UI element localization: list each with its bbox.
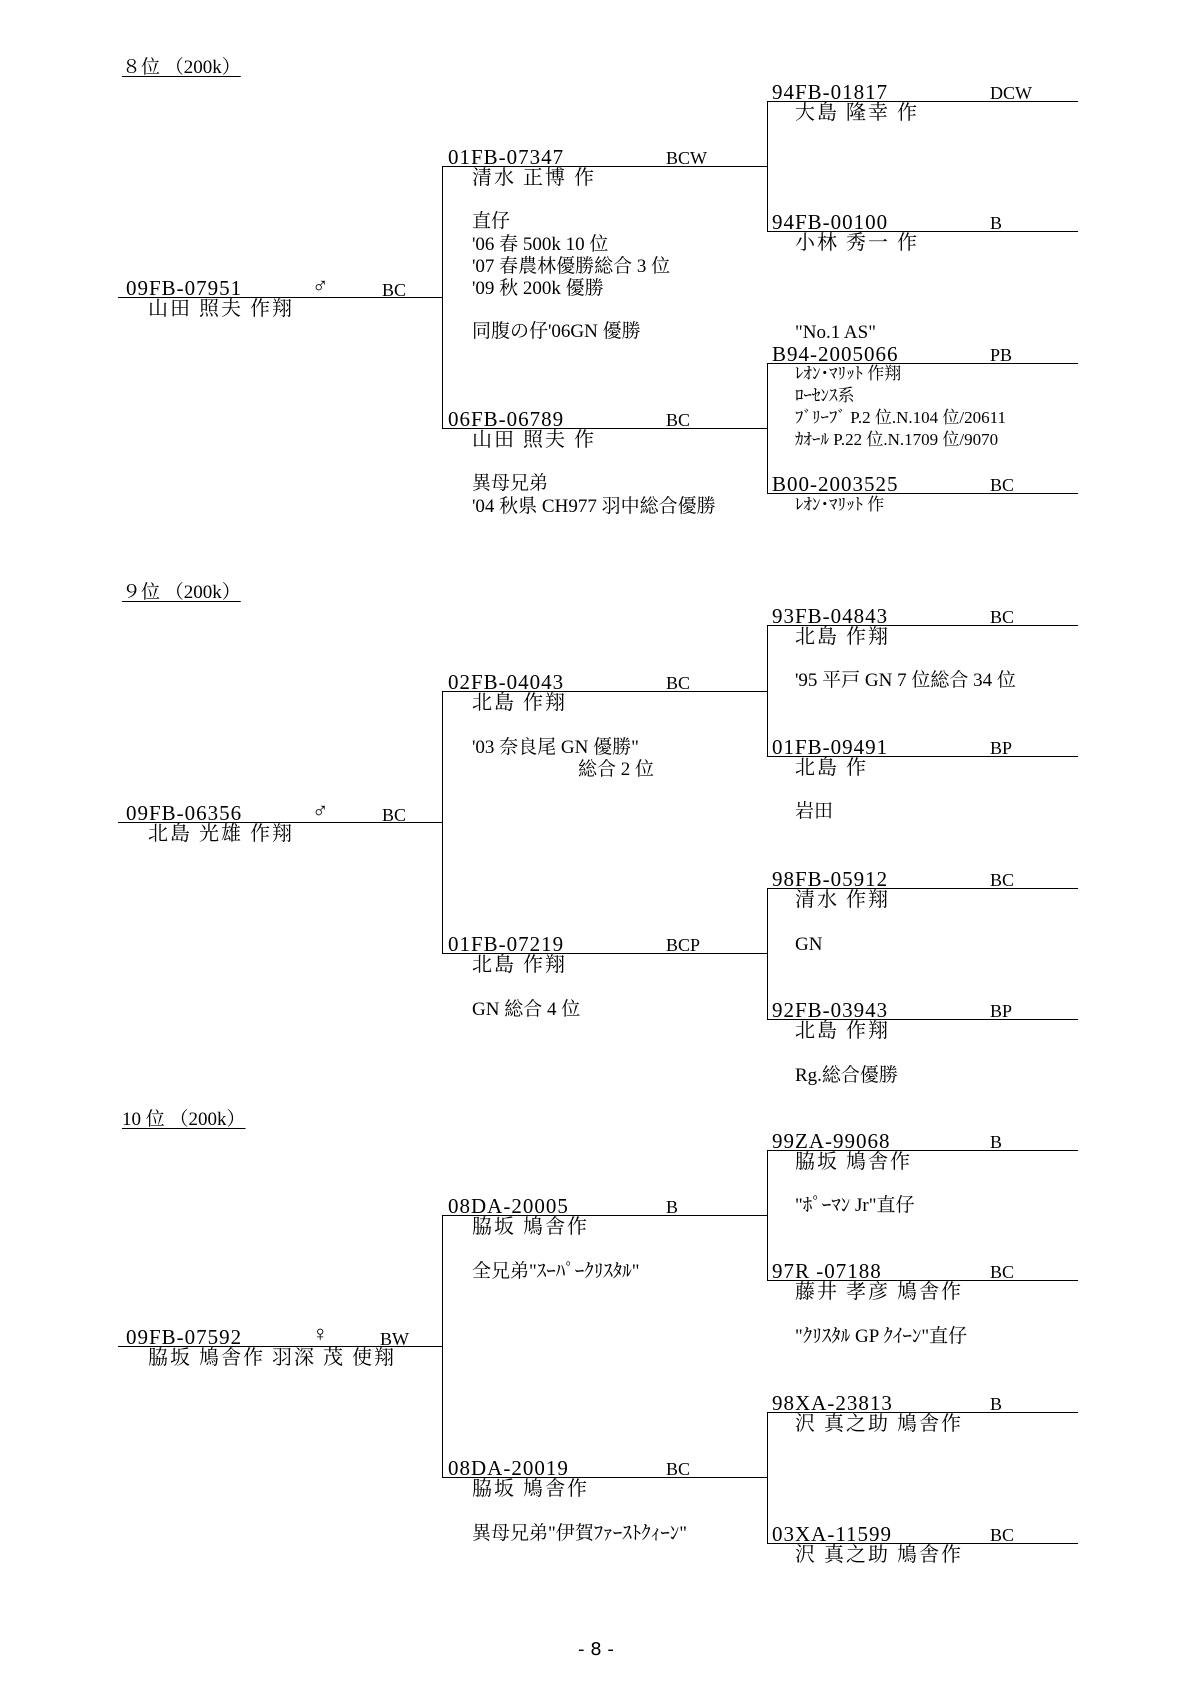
granddam-color: BC (990, 475, 1015, 495)
grandsire-ring-number: B94-2005066 (772, 342, 899, 366)
grandsire-breeder: 清水 作翔 (795, 889, 890, 911)
dam-breeder: 脇坂 鳩舎作 (472, 1478, 589, 1500)
granddam-breeder: 藤井 孝彦 鳩舎作 (795, 1281, 963, 1303)
bird-color: BW (380, 1329, 409, 1349)
grandsire-ring-number: 93FB-04843 (772, 604, 889, 628)
granddam-ring-number: 03XA-11599 (772, 1522, 893, 1546)
grandsire-ring-number: 98XA-23813 (772, 1391, 893, 1415)
granddam-ring-number: 01FB-09491 (772, 735, 889, 759)
sire-note: 直仔 (472, 211, 511, 232)
dam-color: BCP (666, 935, 701, 955)
granddam-ring-number: B00-2003525 (772, 472, 899, 496)
sire-color: BCW (666, 148, 708, 168)
female-symbol-icon: ♀ (312, 1321, 329, 1346)
sire-breeder: 北島 作翔 (472, 692, 567, 714)
grandsire-breeder: ﾚｵﾝ･ﾏﾘｯﾄ 作翔 (795, 364, 902, 383)
granddam-breeder: ﾚｵﾝ･ﾏﾘｯﾄ 作 (795, 495, 885, 514)
grandsire-note: ｶｵｰﾙ P.22 位.N.1709 位/9070 (795, 430, 999, 449)
bracket-line (767, 625, 768, 756)
sire-note: 同腹の仔'06GN 優勝 (472, 321, 641, 342)
granddam-note: 岩田 (795, 801, 834, 822)
dam-ring-number: 01FB-07219 (448, 932, 565, 956)
dam-note: GN 総合 4 位 (472, 999, 581, 1020)
grandsire-breeder: 脇坂 鳩舎作 (795, 1151, 912, 1173)
sire-ring-number: 08DA-20005 (448, 1194, 569, 1218)
granddam-breeder: 沢 真之助 鳩舎作 (795, 1544, 963, 1566)
grandsire-note: "ﾎﾟｰﾏﾝ Jr"直仔 (795, 1195, 915, 1216)
sire-ring-number: 01FB-07347 (448, 145, 565, 169)
sire-breeder: 脇坂 鳩舎作 (472, 1216, 589, 1238)
grandsire-color: DCW (990, 83, 1032, 103)
granddam-color: BP (990, 738, 1013, 758)
male-symbol-icon: ♂ (312, 798, 329, 823)
sire-note: 総合 2 位 (578, 759, 655, 780)
granddam-color: B (990, 213, 1003, 233)
grandsire-ring-number: 94FB-01817 (772, 80, 889, 104)
granddam-breeder: 小林 秀一 作 (795, 232, 919, 254)
bird-color: BC (382, 280, 407, 300)
sire-ring-number: 02FB-04043 (448, 670, 565, 694)
bird-breeder: 脇坂 鳩舎作 羽深 茂 使翔 (148, 1347, 396, 1369)
page-number: - 8 - (578, 1639, 614, 1660)
sire-color: B (666, 1197, 679, 1217)
grandsire-note: ﾛｰｾﾝｽ系 (795, 386, 855, 405)
granddam-ring-number: 94FB-00100 (772, 210, 889, 234)
bird-color: BC (382, 805, 407, 825)
sire-note: 全兄弟"ｽｰﾊﾟｰｸﾘｽﾀﾙ" (472, 1261, 640, 1282)
sire-note: '07 春農林優勝総合 3 位 (472, 256, 671, 277)
section-heading: 10 位 （200k） (122, 1109, 246, 1130)
grandsire-breeder: 北島 作翔 (795, 626, 890, 648)
bracket-line (442, 691, 443, 953)
granddam-breeder: 北島 作翔 (795, 1020, 890, 1042)
granddam-note: Rg.総合優勝 (795, 1065, 898, 1086)
bracket-line (767, 1412, 768, 1543)
dam-ring-number: 08DA-20019 (448, 1456, 569, 1480)
grandsire-note: GN (795, 934, 823, 955)
dam-color: BC (666, 1459, 691, 1479)
dam-note: 異母兄弟 (472, 473, 549, 494)
bracket-line (442, 1215, 443, 1477)
grandsire-color: B (990, 1132, 1003, 1152)
bracket-line (767, 101, 768, 231)
grandsire-note: '95 平戸 GN 7 位総合 34 位 (795, 670, 1016, 691)
dam-breeder: 山田 照夫 作 (472, 429, 596, 451)
grandsire-ring-number: 98FB-05912 (772, 867, 889, 891)
sire-color: BC (666, 673, 691, 693)
granddam-ring-number: 92FB-03943 (772, 998, 889, 1022)
sire-note: '09 秋 200k 優勝 (472, 278, 604, 299)
granddam-breeder: 北島 作 (795, 757, 868, 779)
sire-breeder: 清水 正博 作 (472, 167, 596, 189)
dam-ring-number: 06FB-06789 (448, 407, 565, 431)
bracket-line (767, 888, 768, 1019)
granddam-color: BC (990, 1525, 1015, 1545)
bird-breeder: 北島 光雄 作翔 (148, 823, 294, 845)
grandsire-note: "No.1 AS" (795, 322, 876, 343)
bracket-line (442, 166, 443, 428)
male-symbol-icon: ♂ (312, 273, 329, 298)
grandsire-color: BC (990, 607, 1015, 627)
granddam-color: BP (990, 1001, 1013, 1021)
sire-note: '06 春 500k 10 位 (472, 234, 609, 255)
bird-ring-number: 09FB-07592 (126, 1325, 243, 1349)
granddam-color: BC (990, 1262, 1015, 1282)
bird-ring-number: 09FB-07951 (126, 276, 243, 300)
grandsire-note: ﾌﾞﾘｰﾌﾞ P.2 位.N.104 位/20611 (795, 408, 1006, 427)
granddam-ring-number: 97R -07188 (772, 1259, 882, 1283)
bird-ring-number: 09FB-06356 (126, 801, 243, 825)
section-heading: ８位 （200k） (122, 57, 241, 78)
grandsire-color: B (990, 1394, 1003, 1414)
grandsire-color: BC (990, 870, 1015, 890)
grandsire-breeder: 大島 隆幸 作 (795, 102, 919, 124)
grandsire-ring-number: 99ZA-99068 (772, 1129, 891, 1153)
granddam-note: "ｸﾘｽﾀﾙ GP ｸｲｰﾝ"直仔 (795, 1326, 968, 1347)
dam-color: BC (666, 410, 691, 430)
section-heading: ９位 （200k） (122, 582, 241, 603)
bracket-line (767, 363, 768, 493)
dam-note: '04 秋県 CH977 羽中総合優勝 (472, 496, 716, 517)
sire-note: '03 奈良尾 GN 優勝" (472, 737, 639, 758)
grandsire-color: PB (990, 345, 1013, 365)
dam-breeder: 北島 作翔 (472, 954, 567, 976)
grandsire-breeder: 沢 真之助 鳩舎作 (795, 1413, 963, 1435)
bracket-line (767, 1150, 768, 1280)
dam-note: 異母兄弟"伊賀ﾌｧｰｽﾄｸｨｰﾝ" (472, 1523, 688, 1544)
bird-breeder: 山田 照夫 作翔 (148, 298, 294, 320)
